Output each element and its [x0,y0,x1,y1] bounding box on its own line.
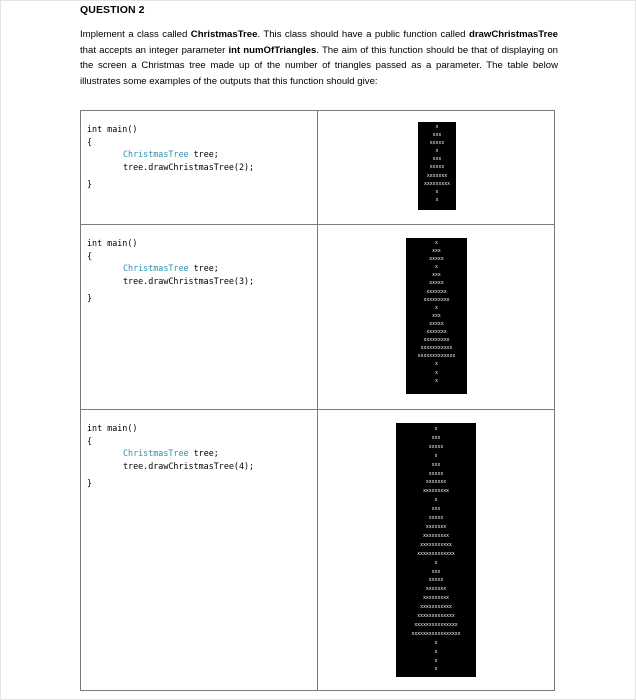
output-line: x [434,649,438,655]
code-open-brace: { [87,435,93,446]
code-type: ChristmasTree [123,263,189,274]
output-line: xxxxx [428,578,444,584]
intro-text-3: that accepts an integer parameter [80,44,229,56]
code-decl-rest: tree; [188,149,219,160]
code-block-3 [81,410,317,490]
code-close-brace: } [87,293,93,304]
intro-text-4: . The aim of this function should be that of displaying on the screen a Christmas tree made up of the number of triangles passed as a parameter. The table below illustrates some examples of the outputs that this function should give: [80,44,559,87]
output-line: xxxxxxxxxxx [420,542,452,548]
example-row-2 [81,225,555,410]
code-cell-2 [81,225,318,410]
output-line: xxxxx [429,281,444,287]
output-line: xxx [432,133,442,139]
code-open-brace: { [87,136,93,147]
output-line: xxxxxxxxx [423,533,449,539]
output-line: x [435,362,438,368]
intro-text-2: . This class should have a public function called [257,29,469,40]
code-decl-rest: tree; [188,263,219,274]
code-type: ChristmasTree [123,149,189,160]
code-call: tree.drawChristmasTree(4); [123,460,255,471]
code-declaration [87,148,317,161]
parameter-name: int numOfTriangles [228,44,317,56]
code-block-1 [81,111,317,191]
output-line: xxx [431,569,441,575]
output-line: xxx [432,313,441,319]
code-call: tree.drawChristmasTree(3); [123,275,255,286]
example-row-3 [81,410,555,691]
output-cell-3 [318,410,555,691]
code-decl-rest: tree; [188,448,219,459]
code-open-brace: { [87,250,93,261]
output-line: xxx [432,157,442,163]
output-line: xxx [431,462,441,468]
output-line: xxxxxxx [426,330,447,336]
code-cell-1 [81,111,318,225]
question-description [80,27,558,89]
output-line: x [435,370,438,376]
output-line: x [434,667,438,673]
intro-text-1: Implement a class called [80,29,191,40]
code-declaration [87,262,317,275]
console-output-1 [418,122,456,210]
output-line: xxxxxxx [425,524,447,530]
code-type: ChristmasTree [123,448,189,459]
output-line: x [434,658,438,664]
class-name: ChristmasTree [190,29,258,40]
output-line: xxxxxxxxx [423,596,449,602]
output-line: xxxxxxxxx [424,181,450,187]
output-line: xxxxxxx [425,480,447,486]
example-row-1 [81,111,555,225]
output-line: xxx [431,435,441,441]
code-call: tree.drawChristmasTree(2); [123,161,255,172]
output-line: x [435,305,438,311]
output-line: x [435,189,439,195]
output-line: x [435,197,439,203]
output-line: xxxxxxxxxxxxx [417,614,455,620]
output-line: xxxxx [429,141,445,147]
output-line: xxxxx [429,321,444,327]
output-line: xxxxxxxxx [423,297,450,303]
output-line: xxxxxxxxxxx [420,346,453,352]
output-line: xxxxxxxxx [423,489,449,495]
output-line: xxxxx [429,165,445,171]
output-line: xxxxx [428,471,444,477]
output-line: xxxxxxx [426,173,448,179]
console-output-3 [396,423,476,677]
function-name: drawChristmasTree [468,29,558,40]
code-main: int main() [87,238,138,248]
question-title: QUESTION 2 [80,4,145,16]
output-line: x [434,640,438,646]
output-line: xxxxxxxxxxxxxxx [414,622,458,628]
output-line: x [435,149,439,155]
output-line: x [434,427,438,432]
output-line: x [434,498,438,504]
output-line: x [434,453,438,459]
output-line: xxxxx [429,257,444,263]
output-line: xxxxxxxxxxx [420,605,452,611]
output-line: xxxxx [428,516,444,522]
output-line: xxxxx [428,444,444,450]
output-line: xxxxxxxxx [423,338,450,344]
examples-table [80,110,555,691]
output-cell-1 [318,111,555,225]
output-line: x [435,265,438,271]
code-cell-3 [81,410,318,691]
output-line: xxxxxxxxxxxxx [417,551,455,557]
output-line: xxxxxxxxxxxxxxxxx [411,631,461,637]
output-line: x [434,560,438,566]
output-line: xxxxxxx [426,289,447,295]
output-line: x [435,378,438,384]
code-main: int main() [87,423,138,433]
output-line: xxx [431,507,441,513]
output-line: xxx [432,249,441,255]
code-close-brace: } [87,478,93,489]
output-line: x [435,125,439,130]
output-cell-2 [318,225,555,410]
output-line: xxx [432,273,441,279]
output-line: xxxxxxxxxxxxx [417,354,456,360]
console-output-2 [406,238,467,394]
code-declaration [87,447,317,460]
output-line: xxxxxxx [425,587,447,593]
code-close-brace: } [87,179,93,190]
output-line: x [435,241,438,246]
code-block-2 [81,225,317,305]
code-main: int main() [87,124,138,134]
